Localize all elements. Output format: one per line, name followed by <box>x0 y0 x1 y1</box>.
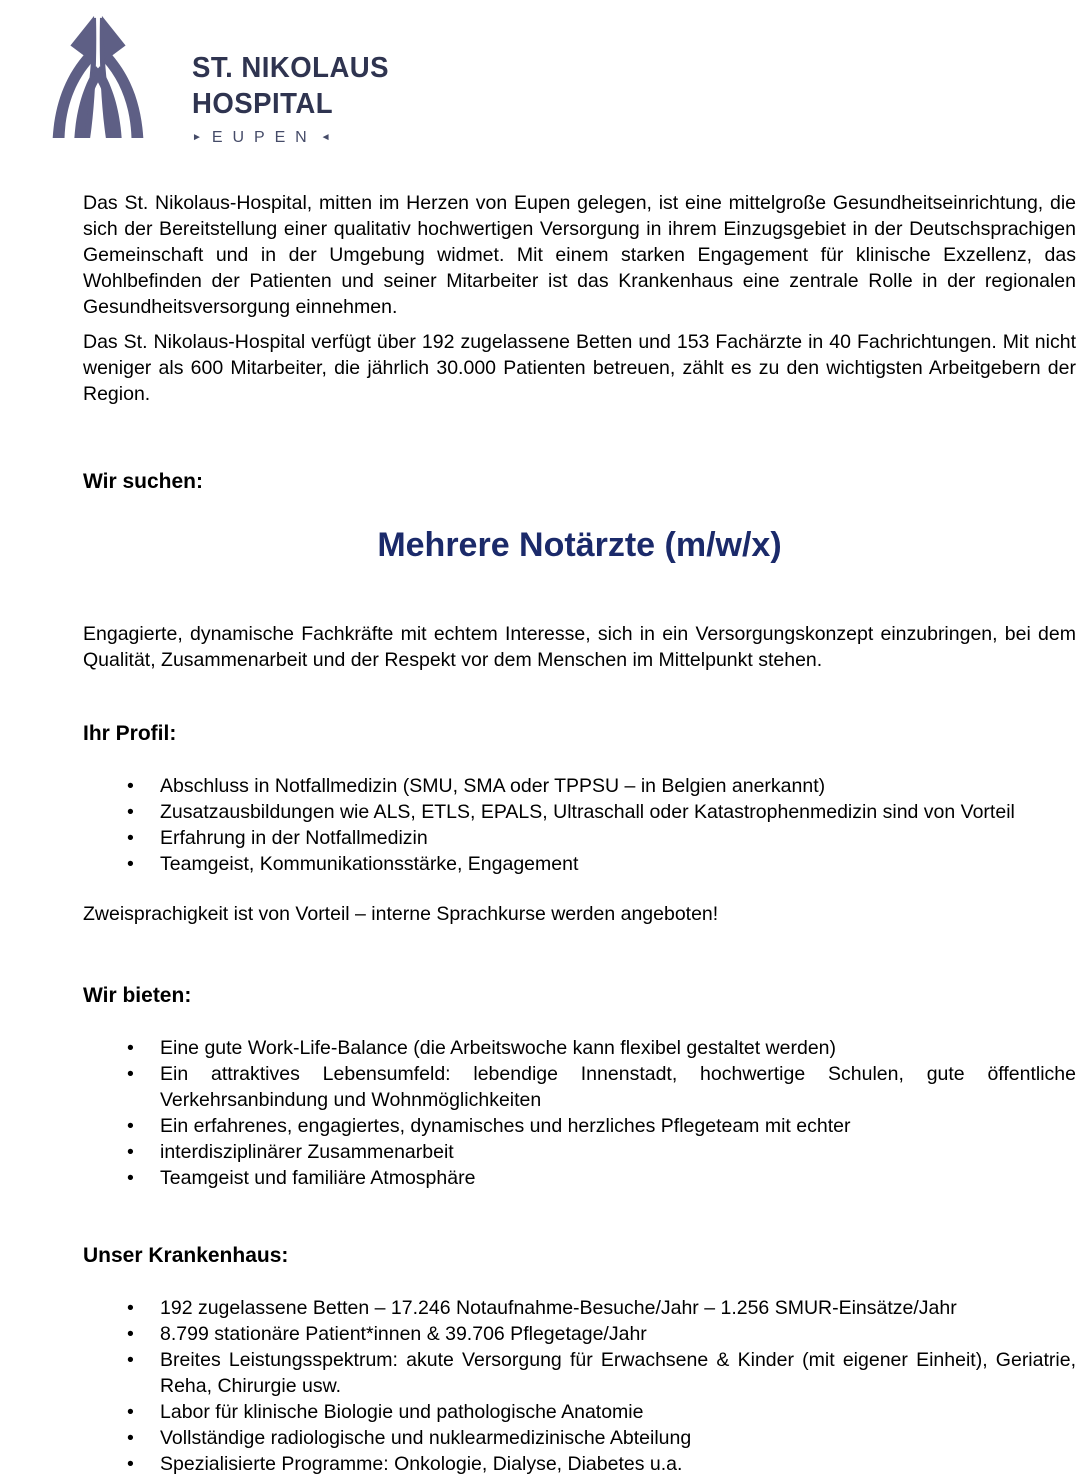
hospital-logo-icon <box>30 10 166 140</box>
hospital-name-line1: ST. NIKOLAUS <box>192 52 390 84</box>
list-item: • Teamgeist, Kommunikationsstärke, Engagement <box>127 851 1076 877</box>
heading-wir-suchen: Wir suchen: <box>83 470 203 493</box>
list-item: • Ein erfahrenes, engagiertes, dynamisches und herzliches Pflegeteam mit echter <box>127 1113 1076 1139</box>
list-item: • Vollständige radiologische und nuklearmedizinische Abteilung <box>127 1425 1076 1451</box>
list-item: • Erfahrung in der Notfallmedizin <box>127 825 1076 851</box>
list-item: • Zusatzausbildungen wie ALS, ETLS, EPALS, Ultraschall oder Katastrophenmedizin sind von Vorteil <box>127 799 1076 825</box>
intro-paragraph-2: Das St. Nikolaus-Hospital verfügt über 192 zugelassene Betten und 153 Fachärzte in 40 Fachrichtungen. Mit nicht weniger als 600 Mitarbeiter, die jährlich 30.000 Patienten betreuen, zählt es zu den wichtigsten Arbeitgebern der Region. <box>83 331 1076 405</box>
triangle-right-icon: ► <box>192 132 202 143</box>
heading-unser-krankenhaus: Unser Krankenhaus: <box>83 1244 289 1267</box>
list-item: • Labor für klinische Biologie und pathologische Anatomie <box>127 1399 1076 1425</box>
list-item: • 192 zugelassene Betten – 17.246 Notaufnahme-Besuche/Jahr – 1.256 SMUR-Einsätze/Jahr <box>127 1295 1076 1321</box>
bilingual-note: Zweisprachigkeit ist von Vorteil – interne Sprachkurse werden angeboten! <box>83 903 719 925</box>
list-item: • Spezialisierte Programme: Onkologie, Dialyse, Diabetes u.a. <box>127 1451 1076 1477</box>
vacancy-intro-paragraph: Engagierte, dynamische Fachkräfte mit echtem Interesse, sich in ein Versorgungskonzept einzubringen, bei dem Qualität, Zusammenarbeit und der Respekt vor dem Menschen im Mittelpunkt stehen. <box>83 623 1076 671</box>
list-item: • Ein attraktives Lebensumfeld: lebendige Innenstadt, hochwertige Schulen, gute öffentliche Verkehrsanbindung und Wohnmöglichkeiten <box>127 1061 1076 1113</box>
hospital-logo-text <box>192 50 399 147</box>
list-item: • Teamgeist und familiäre Atmosphäre <box>127 1165 1076 1191</box>
hospital-city-label: EUPEN <box>211 129 317 146</box>
hospital-logo <box>0 0 1086 147</box>
document-body <box>0 190 1086 1477</box>
list-item: • Abschluss in Notfallmedizin (SMU, SMA oder TPPSU – in Belgien anerkannt) <box>127 773 1076 799</box>
heading-ihr-profil: Ihr Profil: <box>83 722 177 745</box>
hospital-name-line2: HOSPITAL <box>192 88 334 120</box>
offer-list <box>127 1035 1076 1191</box>
job-title: Mehrere Notärzte (m/w/x) <box>377 526 782 564</box>
hospital-city <box>192 129 399 147</box>
profile-list <box>127 773 1076 877</box>
list-item: • Eine gute Work-Life-Balance (die Arbeitswoche kann flexibel gestaltet werden) <box>127 1035 1076 1061</box>
list-item: • 8.799 stationäre Patient*innen & 39.706 Pflegetage/Jahr <box>127 1321 1076 1347</box>
list-item: • Breites Leistungsspektrum: akute Versorgung für Erwachsene & Kinder (mit eigener Einheit), Geriatrie, Reha, Chirurgie usw. <box>127 1347 1076 1399</box>
triangle-left-icon: ◄ <box>320 132 331 143</box>
list-item: • interdisziplinärer Zusammenarbeit <box>127 1139 1076 1165</box>
heading-wir-bieten: Wir bieten: <box>83 984 192 1007</box>
intro-paragraph-1: Das St. Nikolaus-Hospital, mitten im Herzen von Eupen gelegen, ist eine mittelgroße Gesundheitseinrichtung, die sich der Bereitstellung einer qualitativ hochwertigen Versorgung in ihrem Einzugsgebiet in der Deutschsprachigen Gemeinschaft und in der Umgebung widmet. Mit einem starken Engagement für klinische Exzellenz, das Wohlbefinden der Patienten und seiner Mitarbeiter ist das Krankenhaus eine zentrale Rolle in der regionalen Gesundheitsversorgung einnehmen. <box>83 192 1076 318</box>
logo-right-half <box>93 16 143 138</box>
hospital-facts-list <box>127 1295 1076 1477</box>
